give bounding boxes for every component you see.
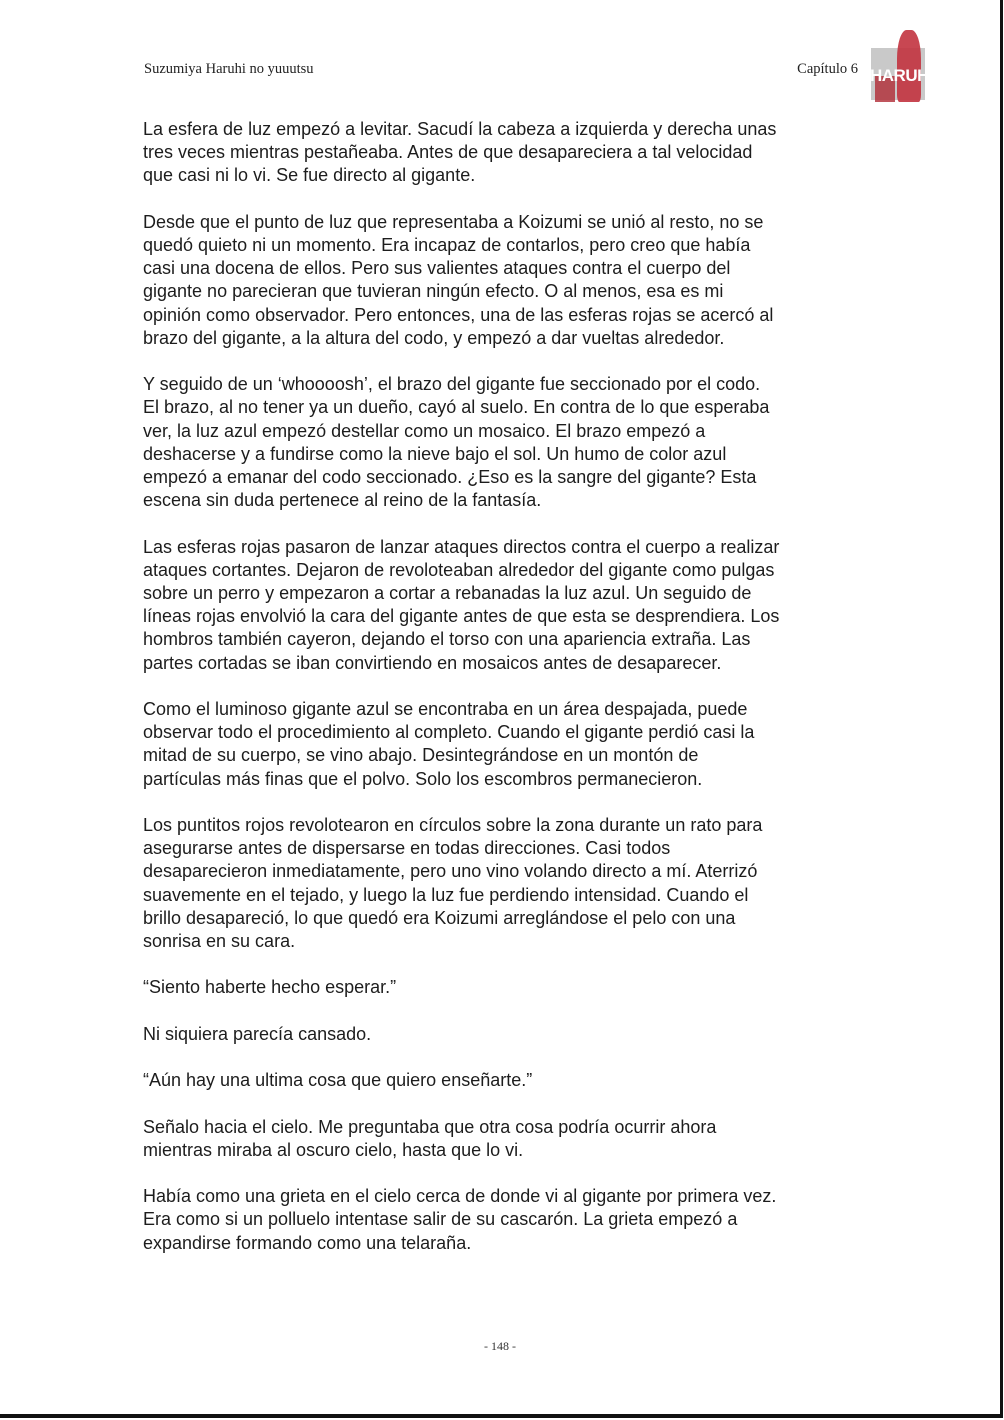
body-text [143,118,863,1278]
page-number: - 148 - [484,1339,516,1353]
logo-text: HARUHI [870,66,934,85]
paragraph: Desde que el punto de luz que representaba a Koizumi se unió al resto, no se quedó quieto ni un momento. Era incapaz de contarlos, pero creo que había casi una docena de ellos. Pero sus valientes ataques contra el cuerpo del gigante no parecieran que tuvieran ningún efecto. O al menos, esa es mi opinión como observador. Pero entonces, una de las esferas rojas se acercó al brazo del gigante, a la altura del codo, y empezó a dar vueltas alrededor. [143,211,774,348]
paragraph: Había como una grieta en el cielo cerca de donde vi al gigante por primera vez. Era como si un polluelo intentase salir de su cascarón. La grieta empezó a expandirse formando como una telaraña. [143,1186,777,1253]
paragraph: La esfera de luz empezó a levitar. Sacudí la cabeza a izquierda y derecha unas tres veces mientras pestañeaba. Antes de que desapareciera a tal velocidad que casi ni lo vi. Se fue directo al gigante. [143,119,777,186]
paragraph: Y seguido de un ‘whoooosh’, el brazo del gigante fue seccionado por el codo. El brazo, al no tener ya un dueño, cayó al suelo. En contra de lo que esperaba ver, la luz azul empezó destellar como un mosaico. El brazo empezó a deshacerse y a fundirse como la nieve bajo el sol. Un humo de color azul empezó a emanar del codo seccionado. ¿Eso es la sangre del gigante? Esta escena sin duda pertenece al reino de la fantasía. [143,374,770,511]
paragraph: Ni siquiera parecía cansado. [143,1023,372,1044]
paragraph: “Siento haberte hecho esperar.” [143,977,397,998]
paragraph: Los puntitos rojos revolotearon en círculos sobre la zona durante un rato para asegurarse antes de dispersarse en todas direcciones. Casi todos desaparecieron inmediatamente, pero uno vino volando directo a mí. Aterrizó suavemente en el tejado, y luego la luz fue perdiendo intensidad. Cuando el brillo desapareció, lo que quedó era Koizumi arreglándose el pelo con una sonrisa en su cara. [143,815,763,952]
haruhi-logo [870,30,934,102]
header-book-title: Suzumiya Haruhi no yuuutsu [144,61,314,77]
paragraph: Como el luminoso gigante azul se encontraba en un área despajada, puede observar todo el procedimiento al completo. Cuando el gigante perdió casi la mitad de su cuerpo, se vino abajo. Desintegrándose en un montón de partículas más finas que el polvo. Solo los escombros permanecieron. [143,699,755,789]
header-chapter: Capítulo 6 [797,61,858,77]
paragraph: “Aún hay una ultima cosa que quiero enseñarte.” [143,1070,533,1091]
paragraph: Señalo hacia el cielo. Me preguntaba que otra cosa podría ocurrir ahora mientras miraba al oscuro cielo, hasta que lo vi. [143,1116,717,1160]
paragraph: Las esferas rojas pasaron de lanzar ataques directos contra el cuerpo a realizar ataques cortantes. Dejaron de revoloteaban alrededor del gigante como pulgas sobre un perro y empezaron a cortar a rebanadas la luz azul. Un seguido de líneas rojas envolvió la cara del gigante antes de que esta se desprendiera. Los hombros también cayeron, dejando el torso con una apariencia extraña. Las partes cortadas se iban convirtiendo en mosaicos antes de desaparecer. [143,536,780,673]
